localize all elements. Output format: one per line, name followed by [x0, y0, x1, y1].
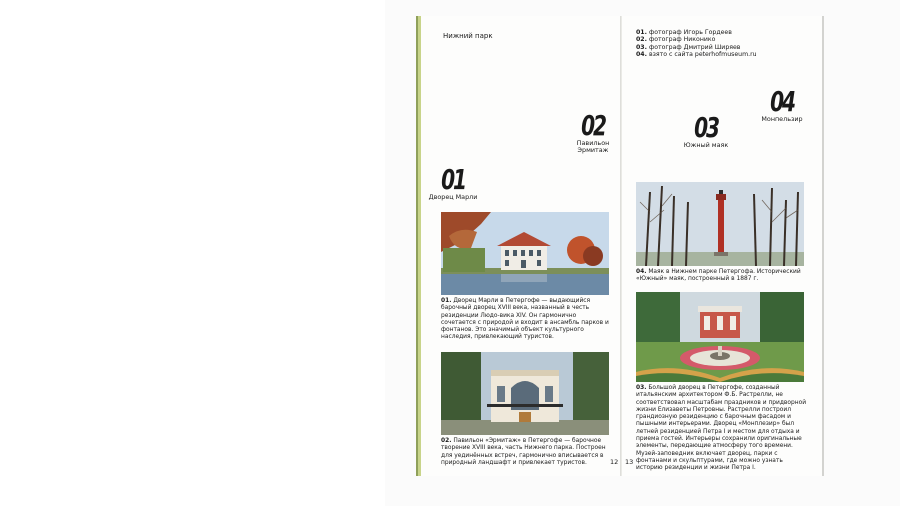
marker-number: 04 — [770, 85, 794, 118]
running-head: Нижний парк — [443, 32, 493, 40]
page-number: 13 — [625, 458, 634, 466]
marker-01 — [427, 163, 479, 201]
page-number: 12 — [610, 458, 619, 466]
caption-04 — [636, 269, 808, 284]
caption-text: Маяк в Нижнем парке Петергофа. Исторический «Южный» маяк, построенный в 1887 г. — [636, 269, 801, 283]
photo-marly-palace — [441, 212, 609, 295]
photo-monplaisir-garden — [636, 292, 804, 382]
marker-04 — [746, 85, 818, 123]
photo-hermitage-pavilion — [441, 352, 609, 435]
marker-number: 01 — [441, 163, 465, 196]
marker-03 — [676, 111, 736, 149]
booklet-spread — [418, 16, 824, 476]
credit-line: 01. фотограф Игорь Гордеев — [636, 29, 732, 36]
caption-text: Большой дворец в Петергофе, созданный итальянским архитектором Ф.Б. Растрелли, не соответствовал масштабам праздников и придворной жизни Елизаветы Петровны. Растрелли построил грандиозную резиденцию с барочным фасадом и пышными интерьерами. Дворец «Монплезир» был летней резиденцией Петра I и местом для отдыха и приема гостей. Интерьеры сохранили оригинальные элементы, передающие атмосферу того времени. Музей-заповедник включает дворец, парки с фонтанами и скульптурами, где можно узнать историю резиденции и жизни Петра I. — [636, 385, 807, 472]
marker-label: Павильон — [576, 139, 610, 147]
photo-credits — [636, 29, 757, 59]
caption-text: Павильон «Эрмитаж» в Петергофе — барочное творение XVIII века, часть Нижнего парка. Построен для уединённых встреч, гармонично вписывается в природный ландшафт и привлекает туристов. — [441, 438, 606, 466]
caption-number: 04. — [636, 269, 647, 275]
photo-lighthouse — [636, 182, 804, 266]
caption-02 — [441, 438, 613, 467]
caption-01 — [441, 298, 611, 342]
page-left — [418, 16, 622, 476]
credit-line: 03. фотограф Дмитрий Ширяев — [636, 43, 741, 51]
page-right — [622, 16, 824, 476]
caption-number: 03. — [636, 385, 647, 391]
credit-line: 04. взято с сайта peterhofmuseum.ru — [636, 51, 757, 59]
caption-number: 01. — [441, 298, 452, 304]
marker-label: Южный маяк — [683, 141, 729, 149]
caption-text: Дворец Марли в Петергофе — выдающийся барочный дворец XVIII века, названный в честь резиденции Людо-вика XIV. Он гармонично сочетается с природой и входит в ансамбль парков и фонтанов. Это значимый объект культурного наследия, привлекающий туристов. — [441, 298, 609, 341]
credit-line: 02. фотограф Никонико — [636, 36, 716, 44]
marker-number: 03 — [694, 111, 718, 144]
marker-number: 02 — [581, 109, 605, 142]
marker-label: Эрмитаж — [577, 146, 609, 155]
marker-label: Монпельзир — [761, 115, 803, 123]
marker-02 — [563, 109, 622, 155]
caption-03 — [636, 385, 810, 473]
marker-label: Дворец Марли — [428, 193, 478, 201]
caption-number: 02. — [441, 438, 452, 444]
